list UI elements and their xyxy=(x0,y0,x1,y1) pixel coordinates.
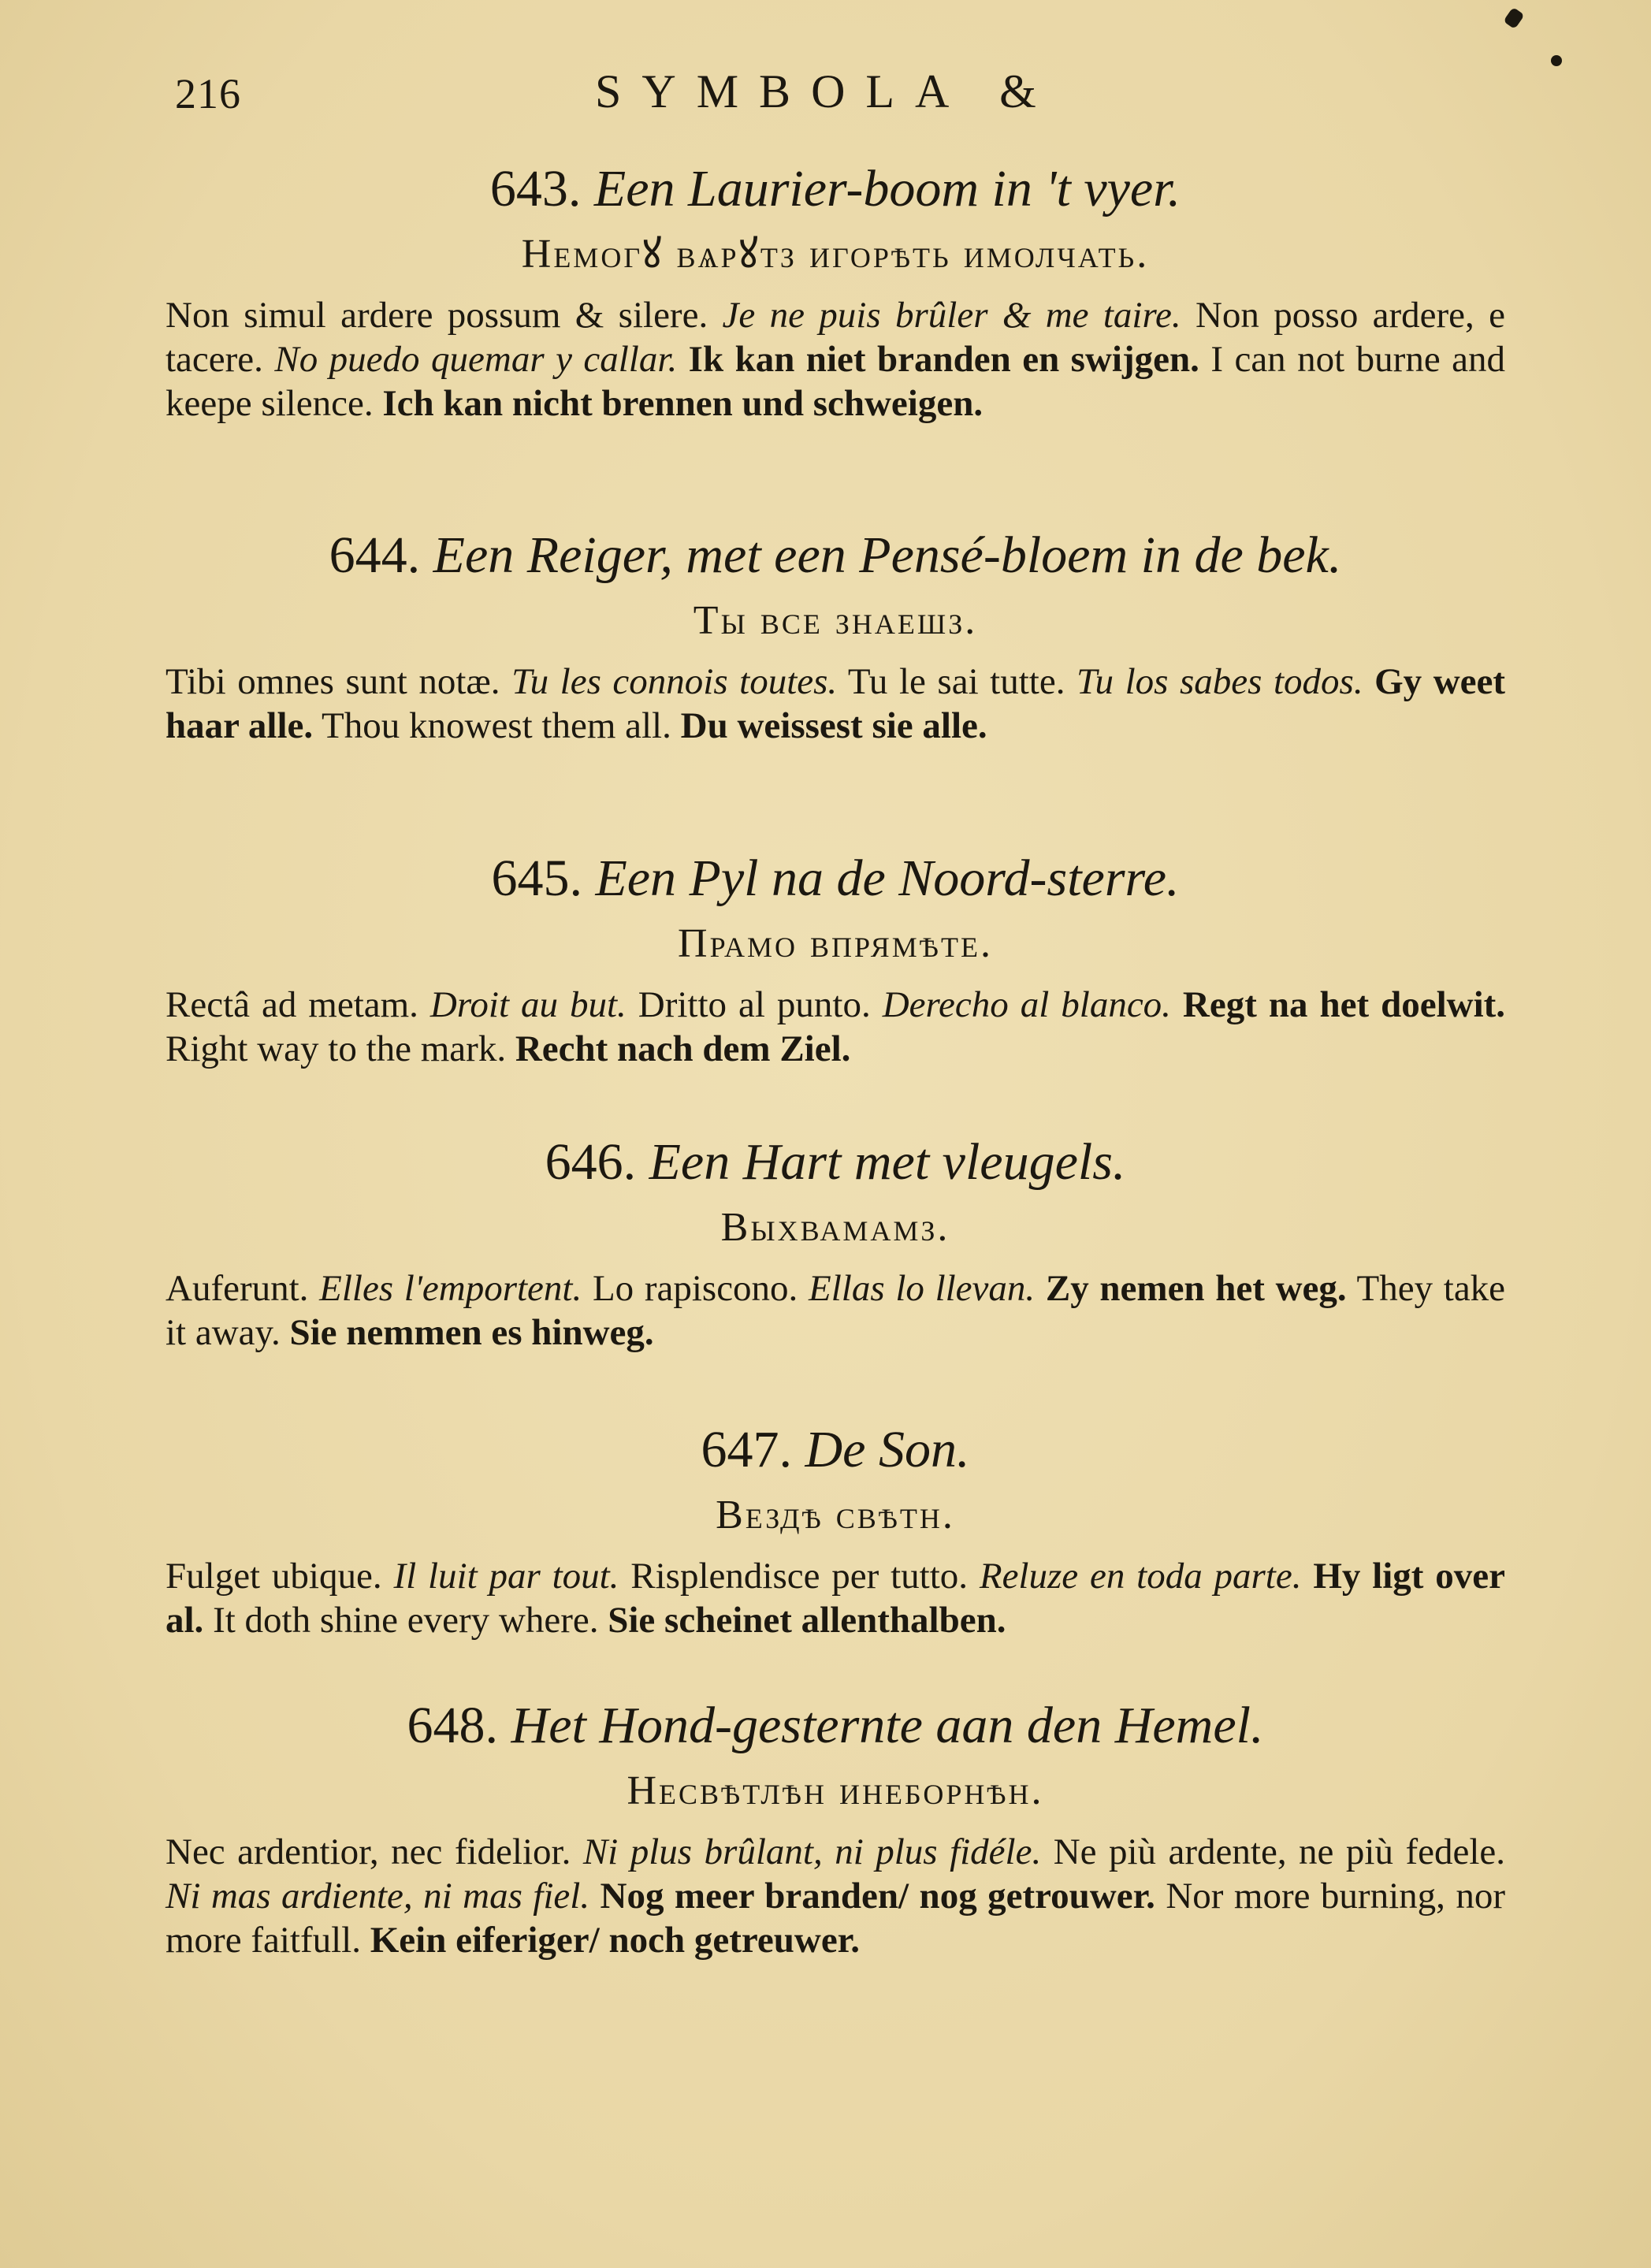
emblem-entry-645 xyxy=(165,847,1505,1071)
italian-text: Tu le sai tutte. xyxy=(847,661,1065,702)
english-text: I can not burne and keepe silence. xyxy=(165,339,1505,424)
emblem-entry-643 xyxy=(165,158,1505,426)
translations xyxy=(165,1830,1505,1962)
dutch-text: Nog meer branden/ nog getrouwer. xyxy=(600,1876,1155,1917)
german-text: Kein eiferiger/ noch getreuwer. xyxy=(370,1920,860,1961)
french-text: Droit au but. xyxy=(429,984,627,1025)
spanish-text: Tu los sabes todos. xyxy=(1076,661,1363,702)
emblem-entry-644 xyxy=(165,524,1505,748)
dutch-text: Zy nemen het weg. xyxy=(1045,1268,1347,1309)
page-number: 216 xyxy=(175,70,241,117)
latin-text: Nec ardentior, nec fidelior. xyxy=(165,1831,571,1872)
translations xyxy=(165,1554,1505,1642)
slavonic-motto: Выхвамамз. xyxy=(720,1205,950,1250)
slavonic-motto: Немогꙋ вѧрꙋтз игорѣть имолчать. xyxy=(521,232,1150,277)
spanish-text: Ellas lo llevan. xyxy=(809,1268,1036,1309)
dutch-text: Ik kan niet branden en swijgen. xyxy=(688,339,1199,380)
english-text: Right way to the mark. xyxy=(165,1028,507,1069)
entry-heading: 643. Een Laurier-boom in 't vyer. xyxy=(489,160,1181,218)
italian-text: Non posso ardere, e tacere. xyxy=(165,295,1505,380)
slavonic-motto: Вездѣ свѣтн. xyxy=(716,1493,955,1537)
french-text: Je ne puis brûler & me taire. xyxy=(722,295,1181,336)
translations xyxy=(165,660,1505,748)
entry-heading: 644. Een Reiger, met een Pensé-bloem in de bek. xyxy=(329,526,1342,584)
french-text: Elles l'emportent. xyxy=(319,1268,582,1309)
french-text: Ni plus brûlant, ni plus fidéle. xyxy=(582,1831,1042,1872)
italian-text: Lo rapiscono. xyxy=(592,1268,798,1309)
french-text: Tu les connois toutes. xyxy=(511,661,838,702)
entry-heading: 646. Een Hart met vleugels. xyxy=(545,1133,1126,1191)
spanish-text: Derecho al blanco. xyxy=(882,984,1171,1025)
dutch-text: Hy ligt over al. xyxy=(165,1556,1505,1641)
spanish-text: Ni mas ardiente, ni mas fiel. xyxy=(165,1876,590,1917)
slavonic-motto: Прамо впрямѣте. xyxy=(678,921,993,966)
german-text: Sie scheinet allenthalben. xyxy=(608,1600,1006,1641)
emblem-entry-646 xyxy=(165,1131,1505,1355)
translations xyxy=(165,293,1505,426)
german-text: Ich kan nicht brennen und schweigen. xyxy=(382,383,984,424)
german-text: Recht nach dem Ziel. xyxy=(515,1028,851,1069)
entry-heading: 648. Het Hond-gesternte aan den Hemel. xyxy=(407,1697,1264,1754)
ink-speck xyxy=(1551,55,1562,66)
english-text: Nor more burning, nor more faitfull. xyxy=(165,1876,1505,1961)
spanish-text: No puedo quemar y callar. xyxy=(274,339,678,380)
german-text: Sie nemmen es hinweg. xyxy=(289,1312,654,1353)
slavonic-motto: Несвѣтлѣн инеборнѣн. xyxy=(627,1768,1044,1813)
entry-heading: 647. De Son. xyxy=(701,1421,970,1478)
ink-speck xyxy=(1503,7,1524,29)
english-text: Thou knowest them all. xyxy=(322,705,671,746)
dutch-text: Regt na het doelwit. xyxy=(1182,984,1506,1025)
english-text: They take it away. xyxy=(165,1268,1506,1353)
entry-heading: 645. Een Pyl na de Noord-sterre. xyxy=(491,850,1180,907)
latin-text: Auferunt. xyxy=(165,1268,309,1309)
slavonic-motto: Ты все знаешз. xyxy=(693,598,978,643)
italian-text: Ne più ardente, ne più fedele. xyxy=(1053,1831,1505,1872)
italian-text: Dritto al punto. xyxy=(638,984,871,1025)
latin-text: Rectâ ad metam. xyxy=(165,984,418,1025)
french-text: Il luit par tout. xyxy=(393,1556,619,1597)
german-text: Du weissest sie alle. xyxy=(680,705,987,746)
spanish-text: Reluze en toda parte. xyxy=(979,1556,1302,1597)
emblem-entry-648 xyxy=(165,1694,1505,1962)
latin-text: Fulget ubique. xyxy=(165,1556,382,1597)
translations xyxy=(165,983,1505,1071)
latin-text: Non simul ardere possum & silere. xyxy=(165,295,708,336)
latin-text: Tibi omnes sunt notæ. xyxy=(165,661,500,702)
emblem-entry-647 xyxy=(165,1418,1505,1642)
translations xyxy=(165,1266,1505,1355)
english-text: It doth shine every where. xyxy=(213,1600,599,1641)
dutch-text: Gy weet haar alle. xyxy=(165,661,1506,746)
italian-text: Risplendisce per tutto. xyxy=(630,1556,969,1597)
running-title: SYMBOLA & xyxy=(595,65,1057,117)
